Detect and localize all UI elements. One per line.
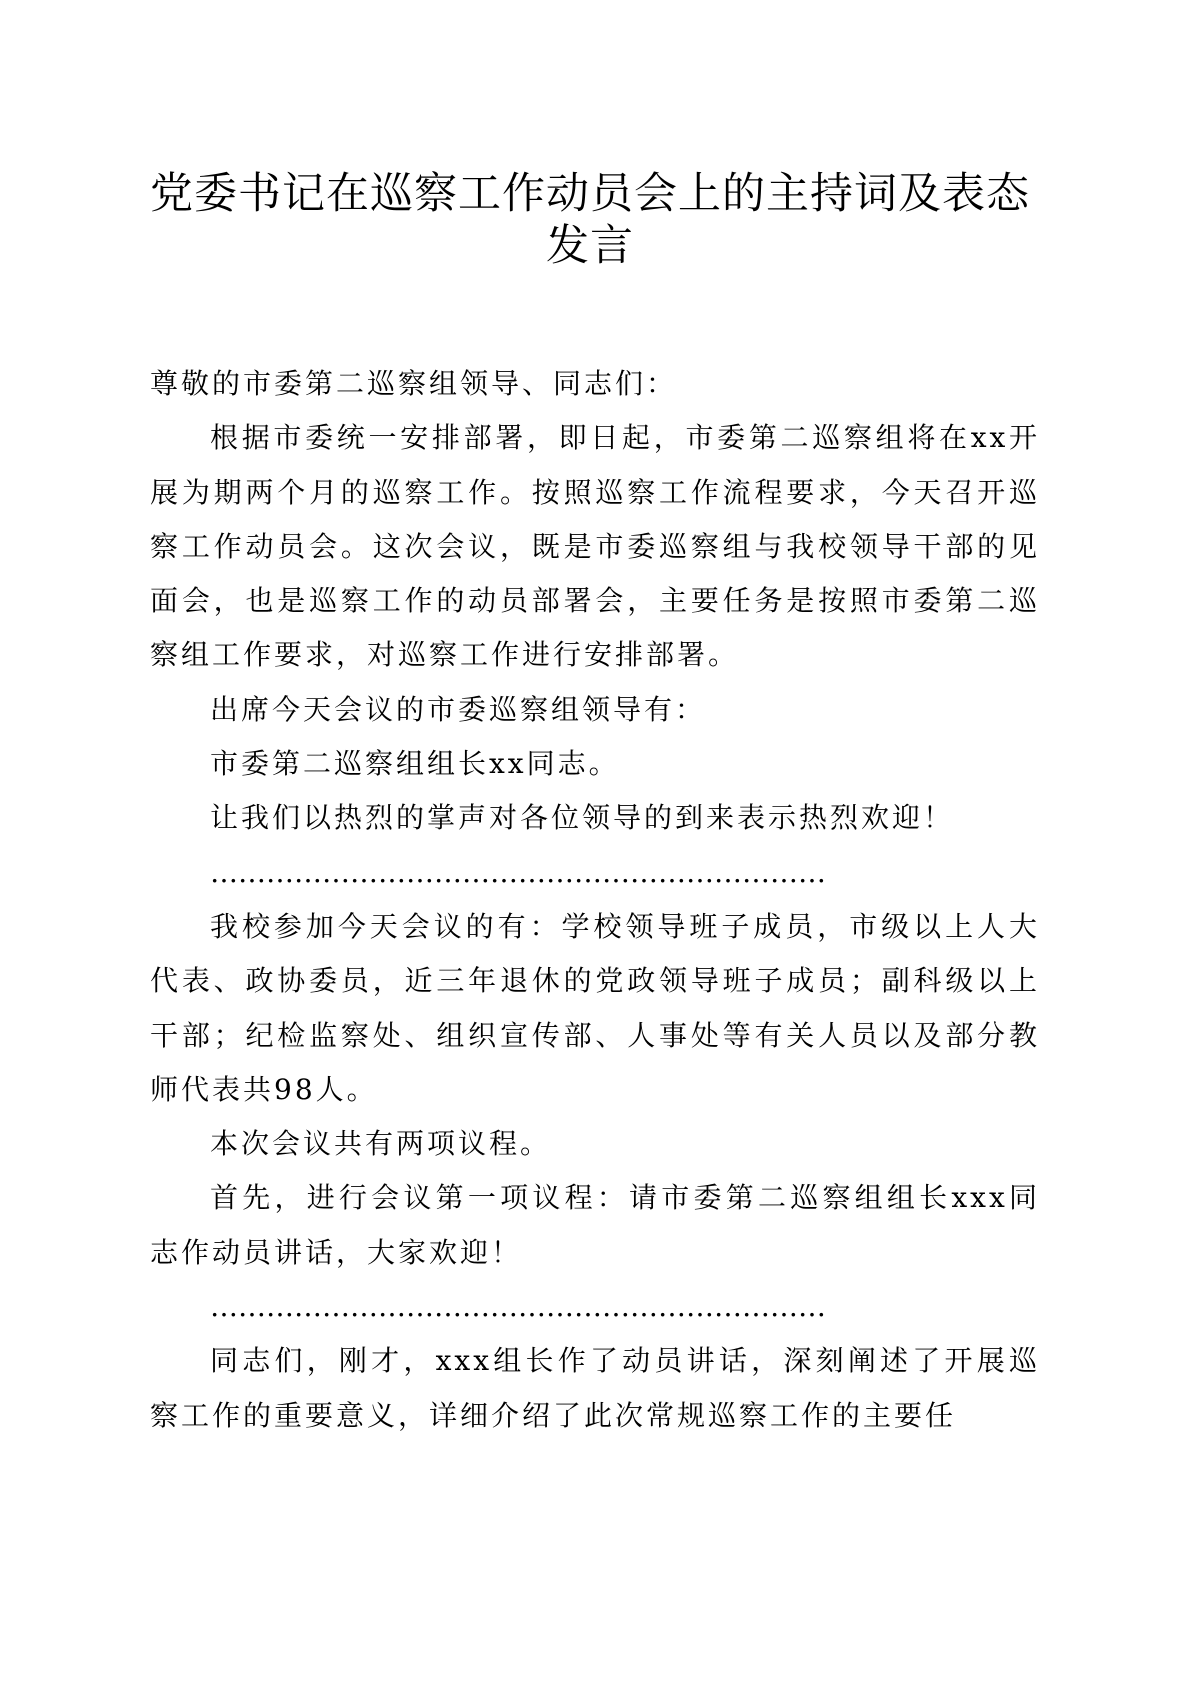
ellipsis-divider: ………………………………………………………… <box>210 1290 826 1324</box>
paragraph-summary: 同志们，刚才，xxx组长作了动员讲话，深刻阐述了开展巡察工作的重要意义，详细介绍了此次常规巡察工作的主要任 <box>150 1344 1040 1432</box>
paragraph-agenda: 本次会议共有两项议程。 <box>210 1127 552 1161</box>
salutation: 尊敬的市委第二巡察组领导、同志们： <box>150 367 678 400</box>
document-body <box>150 357 1040 1443</box>
ellipsis-divider: ………………………………………………………… <box>210 855 826 889</box>
paragraph-arrangement: 根据市委统一安排部署，即日起，市委第二巡察组将在xx开展为期两个月的巡察工作。按照巡察工作流程要求，今天召开巡察工作动员会。这次会议，既是市委巡察组与我校领导干部的见面会，也是巡察工作的动员部署会，主要任务是按照市委第二巡察组工作要求，对巡察工作进行安排部署。 <box>150 421 1040 672</box>
document-title: 党委书记在巡察工作动员会上的主持词及表态发言 <box>150 169 1030 271</box>
paragraph-group-leader: 市委第二巡察组组长xx同志。 <box>210 747 620 781</box>
paragraph-first-item: 首先，进行会议第一项议程：请市委第二巡察组组长xxx同志作动员讲话，大家欢迎！ <box>150 1181 1040 1269</box>
paragraph-welcome: 让我们以热烈的掌声对各位领导的到来表示热烈欢迎！ <box>210 801 955 835</box>
paragraph-attending-leaders: 出席今天会议的市委巡察组领导有： <box>210 692 707 726</box>
paragraph-attendees: 我校参加今天会议的有：学校领导班子成员，市级以上人大代表、政协委员，近三年退休的党政领导班子成员；副科级以上干部；纪检监察处、组织宣传部、人事处等有关人员以及部分教师代表共98人。 <box>150 909 1040 1106</box>
